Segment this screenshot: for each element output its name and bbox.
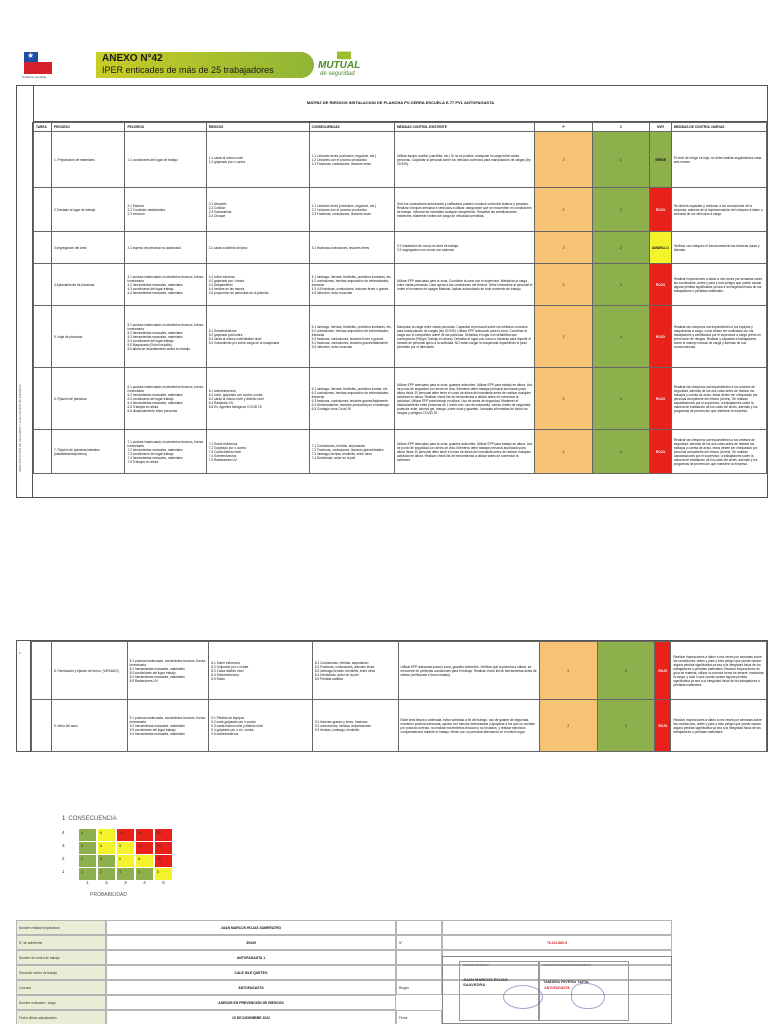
signature-scribble (503, 985, 543, 1009)
medidas-cell: Estar área limpia y ordenada. evitar actividad a fin del trabajo. uso de guante de seguridad. mantener postura adecuada, ayudar con fuerzas innecesarias y apoyarse a los que no cuentan por postura correcta, no realizar movimientos bruscos y no forzados, y realizar ejercicios compensatorios durante el trabajo. efecto con un personal alternando en el mismo lugar (398, 700, 539, 752)
col-header: NVR (650, 123, 672, 132)
page-subtitle: IPER enticades de más de 25 trabajadores (102, 65, 274, 75)
heatmap-y-tick: 3 (62, 843, 65, 848)
info-label-2 (396, 920, 442, 935)
peligros-cell: 2.1 Pasivos 2.2 Condición ambientales 2.3 vehículo (125, 188, 206, 232)
heatmap-cell: 2 (97, 867, 116, 881)
proceso-cell: 1. Preparación de materiales (51, 132, 125, 188)
table-row (34, 264, 767, 306)
table-row (32, 700, 767, 752)
info-table (16, 920, 768, 1024)
heatmap-cell: 16 (135, 828, 154, 842)
signer-name: TAMARA RIVERA TAPIA (543, 979, 589, 984)
info-value: ANTOFAGASTA 1 (106, 950, 396, 965)
tarea-cell (34, 264, 52, 306)
info-label: Comuna (16, 980, 106, 995)
medidas-cell: Solo los conductores autorizados y calificados pueden conducir vehículos livianos y pesados. Realizar chequeo semanal a vehículos a utilizar, asegurarse que se encuentren en condiciones de trabajo. Informar de inmediato cualquier desperfecto. Respetar las señalizaciones existentes. Mantener límites del cargo de velocidad permitida. (394, 188, 534, 232)
medidas-cell: Utilizar EPP adecuado para la zona, guantes anticortes. Utilizar EPP para trabajo en altura. Uso de punto de seguridad con arnés de vida. Elemento debe trabajar personal autorizado para altura física. El personal debe tener el curso de altura del mandante antes de realizar cualquier actividad en altura. Realizar check list de herramientas a utilizar antes de comenzar la actividad. Utilizar EPP para trabajo en altura. Uso de arnés de seguridad. Mantener el distanciamiento entre personas de 1 metro min. uso de mascarilla, careta, lentes de seguridad, protector solar, alcohol gel, manga, cubre nuca y guantes. Jornadas informadas de todos los riesgos y peligros COVID 19 (394, 368, 534, 430)
nuevas-medidas-cell: El nivel de riesgo es bajo, se debe realizar seguimientos cada seis meses. (671, 132, 766, 188)
heatmap-x-tick: 1 (86, 880, 89, 885)
consecuencias-cell: 1.1 Lesiones leves (contusión, esguince, etc.) 1.2 Lesiones con el proceso productivo 1.3 Fracturas, contusiones, lesiones leves (309, 132, 394, 188)
signer-name: JUAN MARCOS ROJAS SAAVEDRA (463, 977, 508, 987)
matrix2-side: 1 (16, 640, 30, 752)
nuevas-medidas-cell: Realizar Inspecciones a diario a mis veces por semanas sobre las condiciones, antes y para y todo peligro que puede causar alguna pérdida significativa ya sea a la integridad física de los trabajadores o pérdidas materiales. (671, 264, 766, 306)
info-label-2: Firma (396, 1010, 442, 1024)
info-value: ASESOR EN PREVENCIÓN DE RIESGOS (106, 995, 396, 1010)
consecuencia-cell: 2 (597, 700, 655, 752)
riesgos-cell: 4.1 sobre esfuerzo 4.2 golpeado por / contra 4.3 Atrapamiento 4.4 heridas en las manos 4.5 proyección de partículas de la plancha (206, 264, 309, 306)
riesgos-cell: 3.1 caída a distinto del piso (206, 232, 309, 264)
peligros-cell: 5.1 postura inadecuada, movimientos bruscos, fuerza innecesaria 5.2 herramientas manuales, materiales 5.3 herramientas manuales, materiales 5.4 condiciones del lugar trabajo. 5.5 Maquinaria (Grúa horquilla) 5.6 altura de levantamiento arriba en trabajo (125, 306, 206, 368)
nvr-badge: ROJO (650, 306, 672, 368)
heatmap-title: 1 CONSECUENCIA (62, 816, 117, 822)
info-label: Fecha última actualización (16, 1010, 106, 1024)
proceso-cell: 7. Fijación de planchas laterales (caballetes/esquineros) (51, 430, 125, 474)
tarea-cell (34, 132, 52, 188)
risk-matrix (16, 85, 768, 498)
signature-header: ASESOR EN PREVENCIÓN DE RIESGOS (543, 964, 592, 967)
peligros-cell: 6.1 postura inadecuada, movimientos bruscos, fuerza innecesaria 6.2 herramientas manuales, materiales 6.3 condiciones del lugar trabajo. 6.4 herramientas manuales, materiales 6.5 Trabajos en altura 6.6 distanciamiento entre personas (125, 368, 206, 430)
consecuencia-cell: 2 (592, 232, 649, 264)
consecuencia-cell: 3 (592, 264, 649, 306)
riesgos-cell: 5.1 Sobreesfuerzos 5.2 golpeado por/contra 5.3 caída al mismo nivel/distinto nivel 5.4 Volcamiento por sobre carga de la maquinaria (206, 306, 309, 368)
info-label-2 (396, 965, 442, 980)
title-ribbon (96, 52, 314, 78)
tarea-cell (34, 188, 52, 232)
probabilidad-cell: 2 (535, 368, 592, 430)
peligros-cell: 3.1 ingreso de personal no autorizado (125, 232, 206, 264)
heatmap-x-tick: 3 (124, 880, 127, 885)
proceso-cell: 6. Fijación de planchas (51, 368, 125, 430)
probabilidad-cell: 2 (535, 188, 592, 232)
heatmap-cell: 3 (116, 867, 135, 881)
info-label: Dirección centro de trabajo (16, 965, 106, 980)
info-value-2 (442, 920, 672, 935)
table-row (34, 306, 767, 368)
medidas-cell: Utilizar EPP adecuado para la zona. Coordinar la zona con el supervisor. Manipular la carga entre varias personas. Usar ayuda a las condiciones del terreno. Debe informarse al personal el orden el momento de apagar Material. Aplicar autocuidado en todo momento de trabajo. (394, 264, 534, 306)
nvr-badge: ROJO (655, 700, 671, 752)
consecuencias-cell: 3.1 fracturas,contusiones, lesiones leves (309, 232, 394, 264)
consecuencias-cell: 9.1 lesiones graves y leves, fracturas 9.2 contusiones, heridas, amputaciones 9.3 hernias, lumbago, tendinitis. (312, 700, 398, 752)
nvr-badge: AMARILLO (650, 232, 672, 264)
info-value: CALE ISLE QUETEO (106, 965, 396, 980)
col-header: PROCESO (51, 123, 125, 132)
signature-box (442, 956, 672, 1024)
info-value-2: 76.012.889-5 (442, 935, 672, 950)
matrix-title: MATRIZ DE RIESGOS INSTALACION DE PLANCHA PV-CERRA ESCUELA E-77 PVL ANTOFAGASTA (33, 86, 767, 122)
table-row (32, 642, 767, 700)
proceso-cell: 8. Fabricación y fijación de forros. (VIESADO) (51, 642, 127, 700)
heatmap-cell: 12 (116, 828, 135, 842)
probabilidad-cell: 2 (535, 132, 592, 188)
riesgos-cell: 7.1 Sobre esfuerzos 7.2 Golpeado por o contra 7.3 Caída distinto nivel 7.4 Sobreesfuerzos 7.5 Radiaciones UV (206, 430, 309, 474)
info-value: ANTOFAGASTA (106, 980, 396, 995)
nuevas-medidas-cell: Se deberá capacitar y reeducar a los conductores de la empresa, además de la implementación del chequeo a diario o semanal de los vehículos a cargo. (671, 188, 766, 232)
info-value: JUAN MARCOS ROJAS SUMERATRO (106, 920, 396, 935)
tarea-cell (34, 232, 52, 264)
info-label: N° de adherente (16, 935, 106, 950)
peligros-cell: 9.1 postura inadecuada, movimientos bruscos, fuerza innecesaria 9.2 herramientas manuales, materiales 9.3 condiciones del lugar trabajo. 9.4 herramientas manuales, materiales (127, 700, 209, 752)
medidas-cell: Utilizar EPP adecuado para la zona, guantes anticortes. Utilizar EPP para trabajo en altura. Uso de punto de seguridad con arnés de vida. Elemento debe trabajar personal autorizado para altura física. El personal debe tener el curso de altura del mandante antes de realizar cualquier actividad en altura. Realizar check list de herramientas a utilizar antes de comenzar la actividad. (394, 430, 534, 474)
proceso-cell: 5. Izaje de planchas (51, 306, 125, 368)
consecuencias-cell: 4.1 lumbago, hernias, tendinitis, problema lumbares, etc. 4.2 contusiones, heridas,amputación de extremidades, fracturas 4.3 4.5 fracturas, contusiones, lesiones leves o graves 4.6 infección, dolor muscular (309, 264, 394, 306)
heatmap-cell: 20 (154, 828, 173, 842)
heatmap-cell: 2 (78, 854, 97, 868)
info-label: Nombre evaluador / cargo (16, 995, 106, 1010)
info-value: 39439 (106, 935, 396, 950)
riesgos-cell: 9.1 Pérdida de equipos 9.2 corte,golpeado por o contra 9.3 caída mismo nivel y distinto nivel 9.4 golpeado por o c/c, contra 9.5 sobreesfuerzos (209, 700, 313, 752)
nvr-badge: ROJO (655, 642, 671, 700)
info-value-2: ANTOFAGASTA (442, 980, 672, 995)
table-row (34, 188, 767, 232)
info-label-2: N° (396, 935, 442, 950)
heatmap-cell: 8 (135, 854, 154, 868)
proceso-cell: 9. retiro del aseo. (51, 700, 127, 752)
consecuencia-cell: 3 (592, 430, 649, 474)
table-header-row (34, 123, 767, 132)
nuevas-medidas-cell: Realizar las chequeos correspondientes a los equipos y maquinarias a cargo, como deben ser realizados por los trabajadores y certificados por el supervisor a cargo previo en prevención de riesgos. Realizar y capacitar a trabajadores sobre el manejo manual de carga y además de sus consecuencias. (671, 306, 766, 368)
heatmap-cell: 4 (97, 854, 116, 868)
header-banner (18, 50, 748, 84)
matrix-side-label: IDENTIFICACIÓN DE PELIGROS Y EVALUACIÓN DE RIESGOS (17, 122, 33, 497)
heatmap-cell: 3 (78, 841, 97, 855)
signature-scribble (571, 983, 605, 1009)
medidas-cell: Manipular la carga entre varias personas. Capacitar al personal sobre los métodos correctos para manipulación de cargas (ley 20.949). Utilizar EPP adecuado para la zona. Coordinar la carga con el compañero sobre de las planchas. Señalizar el lugar con señalética que corresponda (Peligro Trabajo en altura). Delimitar el lugar con conos o barreras para impedir el tránsito de personal ajeno a la actividad. NO están cargar la maquinaria impartiendo el peso permitido por el fabricante. (394, 306, 534, 368)
heatmap-cell: 4 (135, 867, 154, 881)
brand-logo: ▮▮▮▮ MUTUAL de seguridad (318, 50, 361, 77)
heatmap-cell: 12 (135, 841, 154, 855)
consecuencias-cell: 8.1 Contusiones, heridas, amputación 8.2 Fracturas, contusiones, lesiones leves 8.3 lumbago,hernias, tendinitis, entre otros 8.4 Deshidrato, ardor en la piel 8.5 Pérdida auditiva (312, 642, 398, 700)
heatmap-cell: 8 (97, 828, 116, 842)
heatmap-y-tick: 2 (62, 856, 65, 861)
riesgos-cell: 1.1 caída al mismo nivel 1.2 golpeado por o contra (206, 132, 309, 188)
nuevas-medidas-cell: Realizar Inspecciones a diario a mis veces por semanas sobre las condiciones, antes y para y todo peligro que puede causar alguna pérdida significativa ya sea a la integridad física de los trabajadores o pérdidas materiales. (671, 700, 767, 752)
nuevas-medidas-cell: Realizar las chequeos correspondientes a los arneses de seguridad, además de los dos colas antes de realizar los trabajos y cuenta de aviso, estos deben ser chequeado por personal competente del mismo (Arnés). Se realizan capacitaciones por el supervisor, a trabajadores sobre la manera de instalación de los colas del arnés, además y los programas de prevención que mantiene la empresa. (671, 368, 766, 430)
consecuencias-cell: 7.1 Contusiones, heridas, amputación 7.2 Fracturas, contusiones, lesiones graves/fatales 7.3 lumbago,hernias, tendinitis, entre otros 7.4 Deshidrato, ardor en la piel (309, 430, 394, 474)
col-header: MEDIDAS DE CONTROL NUEVAS (671, 123, 766, 132)
info-label: Nombre de centro de trabajo (16, 950, 106, 965)
medidas-cell: Utilizar EPP adecuado para la zona, guantes anticortes. Verificar que la plancha a utilizar, se encuentre en perfectas condiciones para el trabajo. Realizar check list de herramientas antes de utilizar (verificando el buen estado). (398, 642, 539, 700)
info-value: 10 DE DICIEMBRE 2022 (106, 1010, 396, 1024)
tarea-cell (34, 306, 52, 368)
table-row (34, 368, 767, 430)
proceso-cell: 3.segregación del área (51, 232, 125, 264)
consecuencias-cell: 2.1 Lesiones leves (contusión, esguince, etc.) 2.2 Lesiones con el proceso productivo 2.3 Fracturas, contusiones, lesiones leves (309, 188, 394, 232)
peligros-cell: 1.1 condiciones del lugar de trabajo (125, 132, 206, 188)
consecuencia-cell: 4 (592, 306, 649, 368)
col-header: TAREA (34, 123, 52, 132)
heatmap-cell: 5 (154, 867, 173, 881)
page-title: ANEXO N°42 (102, 53, 163, 64)
signature-header: ANTONIO ASTUDILLO (463, 964, 489, 967)
tarea-cell (34, 430, 52, 474)
probabilidad-cell: 2 (539, 700, 597, 752)
info-row (16, 920, 768, 935)
risk-heatmap (58, 814, 208, 914)
heatmap-y-tick: 4 (62, 830, 65, 835)
risk-matrix-continued (30, 640, 768, 752)
probabilidad-cell: 2 (535, 232, 592, 264)
heatmap-y-tick: 1 (62, 869, 65, 874)
riesgos-cell: 6.1 sobreesfuerzos 6.2 corte, golpeado con contra, contra 6.3 caída al mismo nivel y distinto nivel 6.4 Radiación UV 6.5 Ex. Agentes biológicos COVID 19 (206, 368, 309, 430)
riesgos-cell: 8.1 Sobre esfuerzos 8.2 Golpeado por o contra 8.3 Caída distinto nivel 8.4 Sobreesfuerzos 8.5 Ruido (209, 642, 313, 700)
heatmap-x-title: PROBABILIDAD (90, 892, 127, 898)
nvr-badge: ROJO (650, 368, 672, 430)
consecuencias-cell: 5.1 lumbago, hernias, tendinitis, problema lumbares, etc. 5.2 contusiones, heridas,amputación de extremidades, fracturas 5.3 fracturas, contusiones, lesiones leves o graves 5.4 fracturas, contusiones, lesiones graves/fatalmente 5.5 infección, dolor muscular (309, 306, 394, 368)
col-header: P (535, 123, 592, 132)
info-label-2 (396, 950, 442, 965)
nvr-badge: ROJO (650, 188, 672, 232)
proceso-cell: 2.Traslado al lugar de trabajo (51, 188, 125, 232)
consecuencia-cell: 3 (592, 368, 649, 430)
consecuencias-cell: 6.1 lumbago, hernias, tendinitis, problema lumbar, etc. 6.2 contusiones, heridas,amputación de extremidades, fracturas 6.3 fracturas, contusiones, lesiones graves/fatalmente 6.4 Deshidratación, lesiones producida por el desmayo 6.5 Contagio virus Covid 19 (309, 368, 394, 430)
gov-logo: ★ Gobierno de Chile (18, 50, 58, 84)
peligros-cell: 7.1 postura inadecuada, movimientos bruscos, fuerza innecesaria 7.2 herramientas manuales, materiales 7.3 condiciones del lugar trabajo. 7.4 herramientas manuales, materiales 7.5 Trabajos en altura (125, 430, 206, 474)
tarea-cell (32, 642, 52, 700)
nuevas-medidas-cell: Verificar con chequeo el funcionamiento las barreras duras y blandas. (671, 232, 766, 264)
col-header: PELIGROS (125, 123, 206, 132)
tarea-cell (34, 368, 52, 430)
riesgos-cell: 2.1 Atropello 2.2 Colisión 2.3 Volcamiento 2.4 Choque (206, 188, 309, 232)
heatmap-cell: 4 (78, 828, 97, 842)
consecuencia-cell: 1 (592, 132, 649, 188)
col-header: C (592, 123, 649, 132)
logo-bars-icon: ▮▮▮▮ (336, 50, 351, 61)
nuevas-medidas-cell: Realizar Inspecciones a diario a mis veces por semanas sobre las condiciones, antes y para y todo peligro que puede causar alguna pérdida significativa ya sea a la integridad física de los trabajadores o pérdidas materiales. Realizar Inspecciones de grúa de material, utilizar la correcta forma de amarre, maniobrar la carga, y todo lo que pueda causar alguna pérdida significativa ya sea a la integridad física de los trabajadores o pérdidas materiales. (671, 642, 767, 700)
table-row (34, 430, 767, 474)
matrix-table (33, 122, 767, 474)
nvr-badge: ROJO (650, 430, 672, 474)
table-row (34, 132, 767, 188)
peligros-cell: 8.1 postura inadecuada, movimientos bruscos, fuerza innecesaria 8.2 herramientas manuales, materiales 8.3 condiciones del lugar trabajo. 8.4 herramientas manuales, materiales 8.5 Radiaciones UV (127, 642, 209, 700)
matrix2-table (31, 641, 767, 752)
medidas-cell: Utilizar equipo auxiliar (carretilla, etc.) Si no es posible, manipular la carga entre varias personas. Capacitar al personal sobre los métodos correctos para manipulación de cargas (ley 20.949). (394, 132, 534, 188)
nvr-badge: VERDE (650, 132, 672, 188)
col-header: CONSECUENCIAS (309, 123, 394, 132)
tarea-cell (32, 700, 52, 752)
heatmap-x-tick: 5 (162, 880, 165, 885)
info-label: Nombre entidad empleadora (16, 920, 106, 935)
col-header: MEDIDAS CONTROL EXISTENTE (394, 123, 534, 132)
proceso-cell: 4.Aplanamiento de planchas (51, 264, 125, 306)
table-row (34, 232, 767, 264)
nvr-badge: ROJO (650, 264, 672, 306)
consecuencia-cell: 2 (592, 188, 649, 232)
star-icon: ★ (27, 51, 35, 60)
heatmap-x-tick: 2 (105, 880, 108, 885)
probabilidad-cell: 2 (539, 642, 597, 700)
probabilidad-cell: 2 (535, 306, 592, 368)
consecuencia-cell: 2 (597, 642, 655, 700)
col-header: RIESGOS (206, 123, 309, 132)
probabilidad-cell: 2 (535, 430, 592, 474)
nuevas-medidas-cell: Realizar las chequeos correspondientes a los arneses de seguridad, además de los dos colas antes de realizar los trabajos y cuenta de aviso, estos deben ser chequeado por personal competente del mismo (Arnés). Se realizan capacitaciones por el supervisor, a trabajadores sobre la manera de instalación de los colas del arnés, además y los programas de prevención que mantiene la empresa. (671, 430, 766, 474)
heatmap-cell: 6 (116, 854, 135, 868)
probabilidad-cell: 2 (535, 264, 592, 306)
heatmap-cell: 6 (97, 841, 116, 855)
heatmap-x-tick: 4 (143, 880, 146, 885)
medidas-cell: 3.1 Instalación de conos en área de trabajo. 3.2 segregación con conos con cadenas (394, 232, 534, 264)
info-label-2: Región (396, 980, 442, 995)
heatmap-cell: 10 (154, 854, 173, 868)
info-row (16, 935, 768, 950)
peligros-cell: 4.1 postura inadecuada, movimientos bruscos, fuerza innecesaria 4.2 herramientas manuales, materiales 4.3 condiciones del lugar trabajo. 4.4 herramientas manuales, materiales (125, 264, 206, 306)
heatmap-cell: 15 (154, 841, 173, 855)
heatmap-cell: 9 (116, 841, 135, 855)
heatmap-cell: 1 (78, 867, 97, 881)
